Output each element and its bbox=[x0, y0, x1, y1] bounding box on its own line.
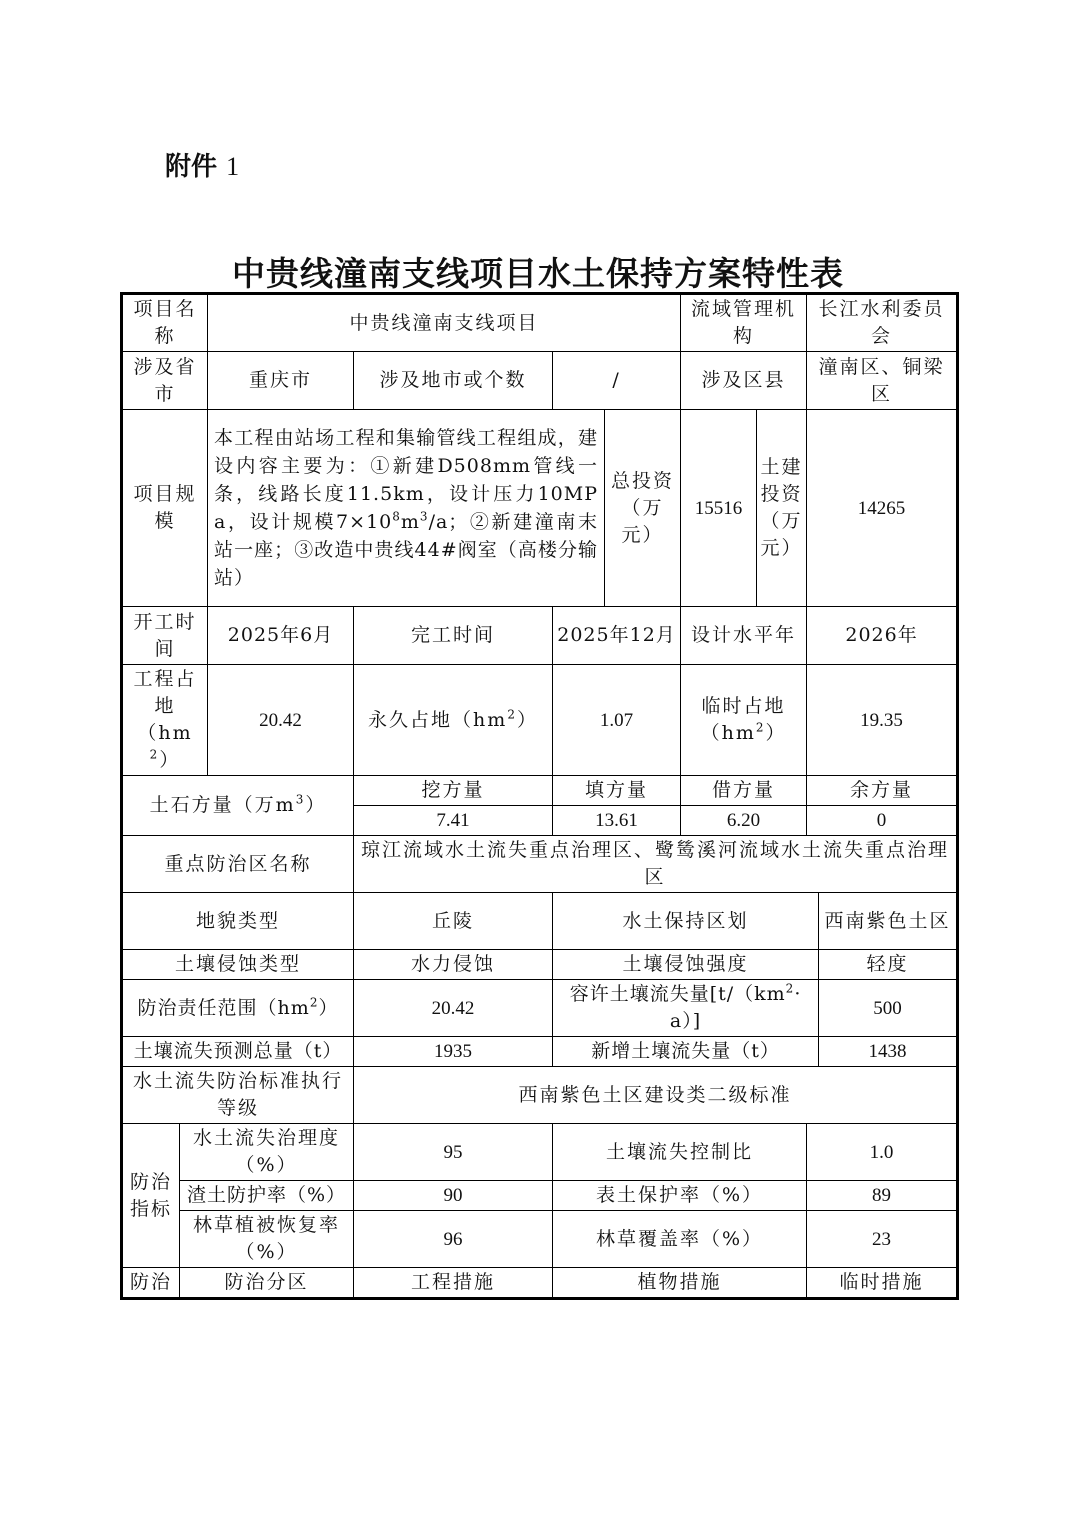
indicator-label: 水土流失治理度（%） bbox=[180, 1124, 354, 1181]
county-label: 涉及区县 bbox=[681, 352, 807, 410]
temporary-measures-header: 临时措施 bbox=[807, 1268, 958, 1299]
civil-investment-value: 14265 bbox=[807, 410, 958, 607]
landform-value: 丘陵 bbox=[354, 893, 553, 950]
basin-agency-label: 流域管理机构 bbox=[681, 294, 807, 352]
design-year-value: 2026年 bbox=[807, 607, 958, 665]
indicator-label: 土壤流失控制比 bbox=[553, 1124, 807, 1181]
project-name-label: 项目名称 bbox=[122, 294, 208, 352]
landform-label: 地貌类型 bbox=[122, 893, 354, 950]
start-time-label: 开工时间 bbox=[122, 607, 208, 665]
attachment-label: 附件 1 bbox=[165, 152, 240, 182]
indicator-label: 渣土防护率（%） bbox=[180, 1181, 354, 1211]
temporary-land-value: 19.35 bbox=[807, 665, 958, 776]
new-loss-value: 1438 bbox=[819, 1037, 958, 1067]
province-label: 涉及省市 bbox=[122, 352, 208, 410]
earthwork-label: 土石方量（万$m^3$） bbox=[122, 776, 354, 836]
key-zone-label: 重点防治区名称 bbox=[122, 836, 354, 893]
total-investment-label: 总投资（万元） bbox=[605, 410, 681, 607]
zone-header: 防治分区 bbox=[180, 1268, 354, 1299]
indicator-value: 95 bbox=[354, 1124, 553, 1181]
new-loss-label: 新增土壤流失量（t） bbox=[553, 1037, 819, 1067]
indicator-value: 90 bbox=[354, 1181, 553, 1211]
erosion-intensity-value: 轻度 bbox=[819, 950, 958, 980]
city-count-value: / bbox=[553, 352, 681, 410]
allowable-loss-label: 容许土壤流失量$[t/(km^2\cdot a)]$ bbox=[553, 980, 819, 1037]
project-name-value: 中贵线潼南支线项目 bbox=[208, 294, 681, 352]
predicted-loss-label: 土壤流失预测总量（t） bbox=[122, 1037, 354, 1067]
indicators-group-label: 防治指标 bbox=[122, 1124, 180, 1268]
basin-agency-value: 长江水利委员会 bbox=[807, 294, 958, 352]
scale-label: 项目规模 bbox=[122, 410, 208, 607]
plant-measures-header: 植物措施 bbox=[553, 1268, 807, 1299]
indicator-label: 林草覆盖率（%） bbox=[553, 1211, 807, 1268]
permanent-land-value: 1.07 bbox=[553, 665, 681, 776]
cut-label: 挖方量 bbox=[354, 776, 553, 806]
province-value: 重庆市 bbox=[208, 352, 354, 410]
design-year-label: 设计水平年 bbox=[681, 607, 807, 665]
characteristics-table bbox=[120, 292, 959, 1300]
indicator-value: 96 bbox=[354, 1211, 553, 1268]
page-title: 中贵线潼南支线项目水土保持方案特性表 bbox=[232, 254, 844, 293]
spoil-label: 余方量 bbox=[807, 776, 958, 806]
engineering-measures-header: 工程措施 bbox=[354, 1268, 553, 1299]
responsibility-range-value: 20.42 bbox=[354, 980, 553, 1037]
cut-value: 7.41 bbox=[354, 806, 553, 836]
start-time-value: 2025年6月 bbox=[208, 607, 354, 665]
borrow-label: 借方量 bbox=[681, 776, 807, 806]
fill-value: 13.61 bbox=[553, 806, 681, 836]
county-value: 潼南区、铜梁区 bbox=[807, 352, 958, 410]
end-time-label: 完工时间 bbox=[354, 607, 553, 665]
indicator-value: 1.0 bbox=[807, 1124, 958, 1181]
erosion-type-label: 土壤侵蚀类型 bbox=[122, 950, 354, 980]
indicator-value: 89 bbox=[807, 1181, 958, 1211]
standard-value: 西南紫色土区建设类二级标准 bbox=[354, 1067, 958, 1124]
standard-label: 水土流失防治标准执行等级 bbox=[122, 1067, 354, 1124]
allowable-loss-value: 500 bbox=[819, 980, 958, 1037]
land-area-label: 工程占地 $(hm^2)$ bbox=[122, 665, 208, 776]
borrow-value: 6.20 bbox=[681, 806, 807, 836]
temporary-land-label: 临时占地 $(hm^2)$ bbox=[681, 665, 807, 776]
end-time-value: 2025年12月 bbox=[553, 607, 681, 665]
scale-description: 本工程由站场工程和集输管线工程组成，建设内容主要为：①新建D508mm管线一条，线路长度11.5km，设计压力10MPa，设计规模$7\times 10^8m^3/a$；②新建潼南末站一座；③改造中贵线44#阀室（高楼分输站） bbox=[208, 410, 605, 607]
city-count-label: 涉及地市或个数 bbox=[354, 352, 553, 410]
measures-label: 防治 bbox=[122, 1268, 180, 1299]
indicator-value: 23 bbox=[807, 1211, 958, 1268]
erosion-type-value: 水力侵蚀 bbox=[354, 950, 553, 980]
land-area-value: 20.42 bbox=[208, 665, 354, 776]
spoil-value: 0 bbox=[807, 806, 958, 836]
responsibility-range-label: 防治责任范围$(hm^2)$ bbox=[122, 980, 354, 1037]
indicator-label: 表土保护率（%） bbox=[553, 1181, 807, 1211]
total-investment-value: 15516 bbox=[681, 410, 757, 607]
indicator-label: 林草植被恢复率（%） bbox=[180, 1211, 354, 1268]
civil-investment-label: 土建投资（万元） bbox=[757, 410, 807, 607]
fill-label: 填方量 bbox=[553, 776, 681, 806]
soil-region-label: 水土保持区划 bbox=[553, 893, 819, 950]
soil-region-value: 西南紫色土区 bbox=[819, 893, 958, 950]
predicted-loss-value: 1935 bbox=[354, 1037, 553, 1067]
key-zone-value: 琼江流域水土流失重点治理区、鹭鸶溪河流域水土流失重点治理区 bbox=[354, 836, 958, 893]
erosion-intensity-label: 土壤侵蚀强度 bbox=[553, 950, 819, 980]
permanent-land-label: 永久占地$(hm^2)$ bbox=[354, 665, 553, 776]
